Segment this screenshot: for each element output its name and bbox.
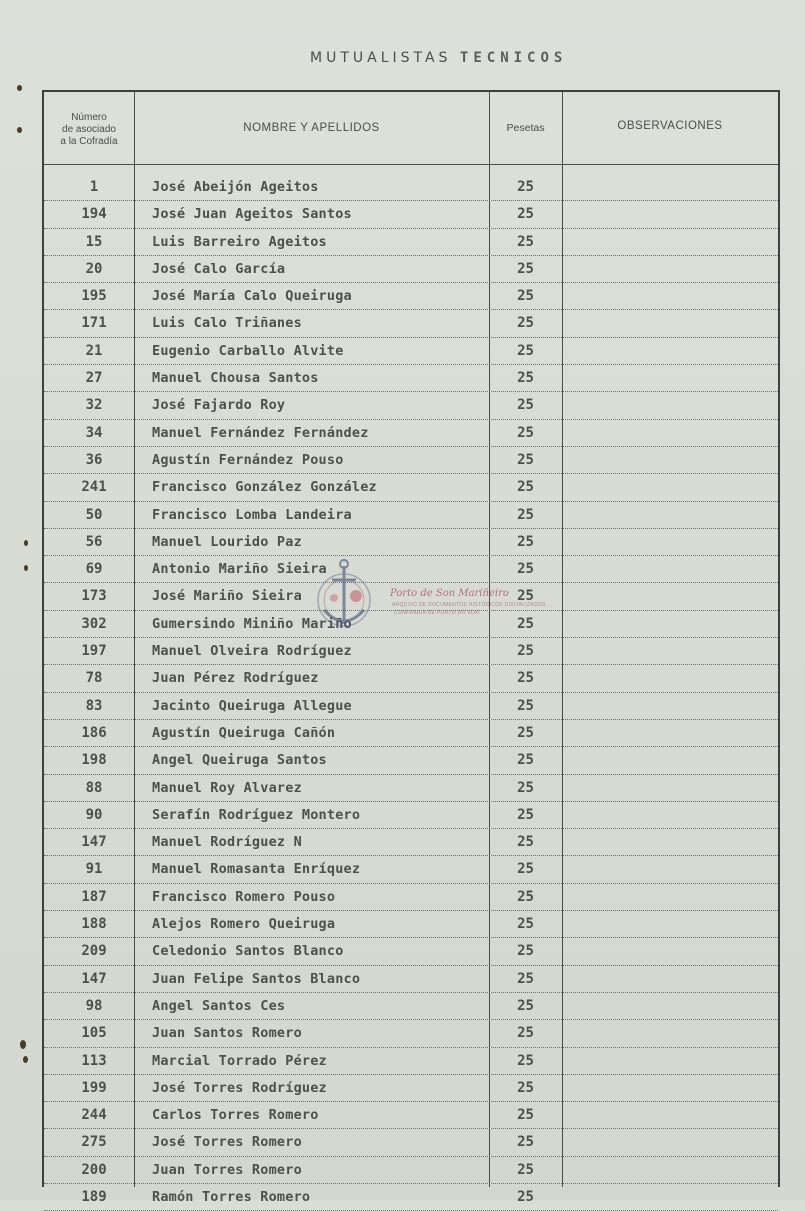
pesetas-amount: 25: [517, 588, 534, 605]
observations-cell: [562, 474, 778, 500]
pesetas-amount: 25: [517, 615, 534, 632]
observations-cell: [562, 775, 778, 801]
observations-cell: [562, 338, 778, 364]
observations-cell: [562, 256, 778, 282]
member-number: 173: [81, 588, 107, 605]
table-row: [44, 502, 778, 529]
pesetas-amount: 25: [517, 970, 534, 987]
pesetas-amount: 25: [517, 1107, 534, 1124]
punch-mark: [20, 1040, 26, 1049]
pesetas-amount: 25: [517, 370, 534, 387]
document-title: [310, 50, 567, 66]
pesetas-amount: 25: [517, 260, 534, 277]
member-number: 147: [81, 834, 107, 851]
table-row: [44, 365, 778, 392]
member-number: 88: [85, 779, 103, 796]
table-row: [44, 1048, 778, 1075]
member-name: Juan Santos Romero: [152, 1025, 302, 1042]
header-name: NOMBRE Y APELLIDOS: [243, 122, 380, 134]
member-number: 189: [81, 1188, 107, 1205]
member-name: Manuel Fernández Fernández: [152, 424, 369, 441]
pesetas-amount: 25: [517, 916, 534, 933]
table-row: [44, 1129, 778, 1156]
member-name: Juan Torres Romero: [152, 1161, 302, 1178]
table-row: [44, 884, 778, 911]
table-row: [44, 1020, 778, 1047]
table-row: [44, 529, 778, 556]
observations-cell: [562, 911, 778, 937]
observations-cell: [562, 1157, 778, 1183]
pesetas-amount: 25: [517, 806, 534, 823]
member-name: Luis Calo Triñanes: [152, 315, 302, 332]
member-name: José Juan Ageitos Santos: [152, 206, 352, 223]
member-name: José Torres Rodríguez: [152, 1079, 327, 1096]
member-number: 50: [85, 506, 103, 523]
member-name: Manuel Chousa Santos: [152, 370, 319, 387]
pesetas-amount: 25: [517, 533, 534, 550]
member-number: 32: [85, 397, 103, 414]
member-number: 171: [81, 315, 107, 332]
document-title-typed: TECNICOS: [459, 50, 568, 66]
member-number: 15: [85, 233, 103, 250]
member-number: 91: [85, 861, 103, 878]
member-number: 113: [81, 1052, 107, 1069]
member-number: 188: [81, 916, 107, 933]
member-number: 98: [85, 997, 103, 1014]
member-number: 199: [81, 1079, 107, 1096]
pesetas-amount: 25: [517, 179, 534, 195]
pesetas-amount: 25: [517, 288, 534, 305]
observations-cell: [562, 1075, 778, 1101]
document-title-plain: MUTUALISTAS: [310, 50, 460, 66]
observations-cell: [562, 966, 778, 992]
pesetas-amount: 25: [517, 342, 534, 359]
table-row: [44, 338, 778, 365]
member-name: Serafín Rodríguez Montero: [152, 806, 361, 823]
member-name: Francisco Romero Pouso: [152, 888, 336, 905]
member-number: 241: [81, 479, 107, 496]
member-number: 36: [85, 451, 103, 468]
member-number: 56: [85, 533, 103, 550]
member-number: 200: [81, 1161, 107, 1178]
member-name: José Calo García: [152, 260, 286, 277]
table-row: [44, 993, 778, 1020]
member-name: José Torres Romero: [152, 1134, 302, 1151]
observations-cell: [562, 829, 778, 855]
table-row: [44, 938, 778, 965]
member-number: 34: [85, 424, 103, 441]
member-name: Antonio Mariño Sieira: [152, 561, 327, 578]
table-row: [44, 310, 778, 337]
pesetas-amount: 25: [517, 779, 534, 796]
observations-cell: [562, 447, 778, 473]
member-name: Angel Santos Ces: [152, 997, 286, 1014]
member-name: Manuel Olveira Rodríguez: [152, 643, 352, 660]
observations-cell: [562, 1048, 778, 1074]
member-number: 187: [81, 888, 107, 905]
member-number: 147: [81, 970, 107, 987]
pesetas-amount: 25: [517, 479, 534, 496]
member-name: Agustín Fernández Pouso: [152, 451, 344, 468]
member-name: Eugenio Carballo Alvite: [152, 342, 344, 359]
members-table: [42, 90, 780, 1205]
header-observations: OBSERVACIONES: [617, 120, 723, 132]
pesetas-amount: 25: [517, 1052, 534, 1069]
member-name: Juan Pérez Rodríguez: [152, 670, 319, 687]
observations-cell: [562, 201, 778, 227]
member-name: Manuel Rodríguez N: [152, 834, 302, 851]
observations-cell: [562, 856, 778, 882]
member-number: 244: [81, 1107, 107, 1124]
table-row: [44, 283, 778, 310]
pesetas-amount: 25: [517, 724, 534, 741]
member-name: Angel Queiruga Santos: [152, 752, 327, 769]
observations-cell: [562, 174, 778, 200]
pesetas-amount: 25: [517, 752, 534, 769]
table-row: [44, 665, 778, 692]
table-row: [44, 911, 778, 938]
punch-mark: [17, 85, 22, 91]
observations-cell: [562, 1184, 778, 1210]
anchor-logo-icon: [312, 558, 392, 638]
pesetas-amount: 25: [517, 834, 534, 851]
pesetas-amount: 25: [517, 1161, 534, 1178]
pesetas-amount: 25: [517, 1025, 534, 1042]
pesetas-amount: 25: [517, 697, 534, 714]
table-row: [44, 174, 778, 201]
member-number: 194: [81, 206, 107, 223]
member-name: Luis Barreiro Ageitos: [152, 233, 327, 250]
table-row: [44, 256, 778, 283]
table-row: [44, 829, 778, 856]
member-name: Celedonio Santos Blanco: [152, 943, 344, 960]
member-name: Manuel Romasanta Enríquez: [152, 861, 361, 878]
table-row: [44, 856, 778, 883]
member-name: Manuel Roy Alvarez: [152, 779, 302, 796]
observations-cell: [562, 665, 778, 691]
table-row: [44, 1102, 778, 1129]
observations-cell: [562, 747, 778, 773]
member-number: 186: [81, 724, 107, 741]
observations-cell: [562, 611, 778, 637]
member-number: 302: [81, 615, 107, 632]
member-number: 90: [85, 806, 103, 823]
member-name: Gumersindo Miniño Mariño: [152, 615, 352, 632]
table-row: [44, 420, 778, 447]
pesetas-amount: 25: [517, 670, 534, 687]
member-name: Manuel Lourido Paz: [152, 533, 302, 550]
pesetas-amount: 25: [517, 561, 534, 578]
table-row: [44, 1184, 778, 1211]
observations-cell: [562, 720, 778, 746]
pesetas-amount: 25: [517, 1188, 534, 1205]
pesetas-amount: 25: [517, 506, 534, 523]
member-number: 105: [81, 1025, 107, 1042]
stamp-subtitle: ARQUIVO DE DOCUMENTOS HISTÓRICOS DIXITALIZADOS: [392, 602, 546, 608]
table-body: [44, 174, 778, 1211]
punch-mark: [23, 1056, 28, 1063]
observations-cell: [562, 1020, 778, 1046]
pesetas-amount: 25: [517, 206, 534, 223]
member-name: Marcial Torrado Pérez: [152, 1052, 327, 1069]
table-row: [44, 1157, 778, 1184]
punch-mark: [24, 540, 28, 546]
member-number: 195: [81, 288, 107, 305]
stamp-subtitle-2: CONFRARÍA DE PORTO DO SON: [394, 610, 480, 616]
table-row: [44, 775, 778, 802]
member-number: 20: [85, 260, 103, 277]
observations-cell: [562, 283, 778, 309]
table-row: [44, 638, 778, 665]
observations-cell: [562, 802, 778, 828]
pesetas-amount: 25: [517, 451, 534, 468]
pesetas-amount: 25: [517, 997, 534, 1014]
table-row: [44, 802, 778, 829]
member-name: Alejos Romero Queiruga: [152, 916, 336, 933]
table-row: [44, 201, 778, 228]
member-number: 78: [85, 670, 103, 687]
member-name: José Abeijón Ageitos: [152, 179, 319, 195]
member-name: Jacinto Queiruga Allegue: [152, 697, 352, 714]
header-pesetas: Pesetas: [506, 122, 545, 134]
table-row: [44, 1075, 778, 1102]
table-row: [44, 693, 778, 720]
member-number: 21: [85, 342, 103, 359]
observations-cell: [562, 638, 778, 664]
member-name: Juan Felipe Santos Blanco: [152, 970, 361, 987]
member-number: 198: [81, 752, 107, 769]
punch-mark: [17, 127, 22, 133]
observations-cell: [562, 392, 778, 418]
observations-cell: [562, 420, 778, 446]
member-number: 27: [85, 370, 103, 387]
table-header: [44, 92, 778, 165]
table-row: [44, 474, 778, 501]
observations-cell: [562, 229, 778, 255]
pesetas-amount: 25: [517, 1079, 534, 1096]
pesetas-amount: 25: [517, 888, 534, 905]
table-row: [44, 447, 778, 474]
observations-cell: [562, 938, 778, 964]
observations-cell: [562, 583, 778, 609]
punch-mark: [24, 565, 28, 571]
pesetas-amount: 25: [517, 424, 534, 441]
observations-cell: [562, 502, 778, 528]
pesetas-amount: 25: [517, 315, 534, 332]
pesetas-amount: 25: [517, 643, 534, 660]
member-name: Francisco González González: [152, 479, 377, 496]
member-name: José María Calo Queiruga: [152, 288, 352, 305]
observations-cell: [562, 1102, 778, 1128]
member-name: Ramón Torres Romero: [152, 1188, 311, 1205]
member-name: José Fajardo Roy: [152, 397, 286, 414]
table-row: [44, 720, 778, 747]
table-row: [44, 966, 778, 993]
observations-cell: [562, 993, 778, 1019]
table-row: [44, 392, 778, 419]
member-number: 209: [81, 943, 107, 960]
member-number: 275: [81, 1134, 107, 1151]
observations-cell: [562, 556, 778, 582]
observations-cell: [562, 310, 778, 336]
pesetas-amount: 25: [517, 943, 534, 960]
observations-cell: [562, 529, 778, 555]
member-number: 1: [89, 179, 99, 195]
member-name: José Mariño Sieira: [152, 588, 302, 605]
table-row: [44, 747, 778, 774]
pesetas-amount: 25: [517, 233, 534, 250]
observations-cell: [562, 884, 778, 910]
member-name: Agustín Queiruga Cañón: [152, 724, 336, 741]
observations-cell: [562, 365, 778, 391]
pesetas-amount: 25: [517, 1134, 534, 1151]
member-name: Carlos Torres Romero: [152, 1107, 319, 1124]
pesetas-amount: 25: [517, 397, 534, 414]
member-name: Francisco Lomba Landeira: [152, 506, 352, 523]
header-member-number: Número de asociado a la Cofradía: [60, 112, 118, 147]
stamp-title: Porto de Son Mariñeiro: [390, 588, 509, 599]
member-number: 83: [85, 697, 103, 714]
observations-cell: [562, 1129, 778, 1155]
member-number: 197: [81, 643, 107, 660]
table-row: [44, 229, 778, 256]
observations-cell: [562, 693, 778, 719]
pesetas-amount: 25: [517, 861, 534, 878]
member-number: 69: [85, 561, 103, 578]
